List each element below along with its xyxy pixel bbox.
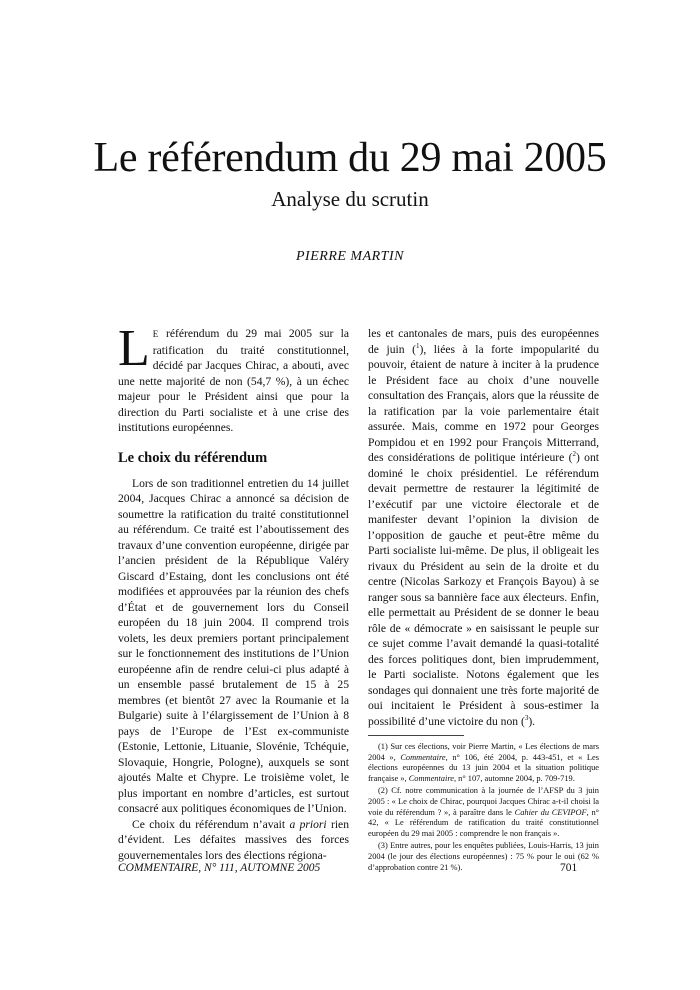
text-run: Ce choix du référendum n’avait (132, 817, 290, 831)
body-paragraph-continued (368, 326, 599, 729)
article-subtitle: Analyse du scrutin (271, 187, 429, 211)
footnote-2 (368, 786, 599, 839)
left-column (118, 320, 349, 863)
footnote-ref-2[interactable]: 2 (572, 450, 576, 459)
footnote-ref-1[interactable]: 1 (415, 341, 420, 350)
italic-run: a priori (289, 817, 327, 831)
text-run: , n° 42, « Le référendum de ratification du traité constitutionnel européen du 29 mai 2005 : comprendre le non français ». (368, 807, 599, 838)
footnotes (368, 742, 599, 873)
footnote-1 (368, 742, 599, 784)
page-number: 701 (560, 862, 578, 874)
drop-cap: L (118, 320, 150, 377)
footnote-3: (3) Entre autres, pour les enquêtes publiées, Louis-Harris, 13 juin 2004 (le jour des élections européennes) : 75 % pour le oui (62 % d’approbation contre 21 %). (368, 841, 599, 872)
small-cap: E (152, 329, 159, 339)
italic-run: Commentaire (400, 752, 446, 762)
right-column (368, 326, 599, 875)
text-run: ) ont dominé le choix présidentiel. Le référendum devait permettre de restaurer la légitimité de l’exécutif par une victoire électorale et de manifester devant l’opinion la division de l’opposition de gauche et peut-être même du Parti socialiste lui-même. De plus, il obligeait les rivaux du Président au sein de la droite et du centre (Nicolas Sarkozy et François Bayou) à se ranger sous sa bannière face aux électeurs. Enfin, elle permettait au Président de se donner le beau rôle de « démocrate » en saisissant le peuple sur ce sujet comme l’avait demandé la quasi-totalité des forces politiques dont, bien imprudemment, le Parti socialiste. Notons également que les sondages qui donnaient une très forte majorité de oui incitaient le Président à sous-estimer la possibilité d’une victoire du non ( (368, 451, 600, 728)
article-author: PIERRE MARTIN (296, 249, 404, 264)
article-title: Le référendum du 29 mai 2005 (93, 135, 607, 181)
text-run: ). (528, 714, 536, 728)
text-run: rien d’évident. Les défaites massives des forces gouvernementales lors des élections régiona- (118, 817, 349, 862)
text-run: (2) Cf. notre communication à la journée de l’AFSP du 3 juin 2005 : « Le choix de Chirac, pourquoi Jacques Chirac a-t-il choisi la voie du référendum ? », à paraître dans le (368, 786, 599, 817)
text-run: , n° 106, été 2004, p. 443-451, et « Les élections européennes du 13 juin 2004 et la situation politique française », (368, 752, 599, 783)
italic-run: Cahier du CEVIPOF (514, 807, 587, 817)
body-paragraph: Lors de son traditionnel entretien du 14 juillet 2004, Jacques Chirac a annoncé sa décision de soumettre la ratification du traité constitutionnel au référendum. Ce traité est l’aboutissement des travaux d’une convention européenne, dirigée par l’ancien président de la République Valéry Giscard d’Estaing, dont les conclusions ont été modifiées et approuvées par la réunion des chefs d’État et de gouvernement lors du Conseil européen du 18 juin 2004. Il comprend trois volets, les deux premiers portant principalement sur le fonctionnement des institutions de l’Union européenne afin de rendre celui-ci plus adapté à un ensemble passé brutalement de 15 à 25 membres (et bientôt 27 avec la Roumanie et la Bulgarie) suite à l’élargissement de l’Union à 8 pays de l’Europe de l’Est ex-communiste (Estonie, Lettonie, Lituanie, Slovénie, Tchéquie, Slovaquie, Hongrie, Pologne), auxquels se sont ajoutés Malte et Chypre. Le troisième volet, le plus important en nombre d’articles, est surtout consacré aux politiques économiques de l’Union. (118, 476, 349, 815)
footnote-rule (368, 735, 464, 736)
journal-footer: COMMENTAIRE, N° 111, AUTOMNE 2005 (118, 862, 321, 874)
italic-run: Commentaire (408, 773, 454, 783)
text-run: ), liées à la forte impopularité du pouvoir, étaient de nature à inciter à la prudence le Président face au choix d’une nouvelle consultation des Français, alors que la réussite de la ratification par la voie parlementaire était assurée. Mais, comme en 1972 pour Georges Pompidou et en 1992 pour François Mitterrand, des considérations de politique intérieure ( (368, 342, 599, 464)
intro-text: référendum du 29 mai 2005 sur la ratification du traité constitutionnel, décidé par Jacques Chirac, a abouti, avec une nette majorité de non (54,7 %), à un échec majeur pour le Président ainsi que pour la direction du Parti socialiste et à une crise des institutions européennes. (118, 327, 349, 434)
footnote-ref-3[interactable]: 3 (524, 713, 529, 722)
text-run: (1) Sur ces élections, voir Pierre Martin, « Les élections de mars 2004 », (368, 742, 599, 762)
section-heading: Le choix du référendum (118, 449, 268, 466)
text-run: les et cantonales de mars, puis des européennes de juin ( (368, 327, 599, 356)
intro-paragraph (118, 320, 349, 436)
body-paragraph-2 (118, 817, 349, 864)
text-run: , n° 107, automne 2004, p. 709-719. (453, 773, 575, 783)
